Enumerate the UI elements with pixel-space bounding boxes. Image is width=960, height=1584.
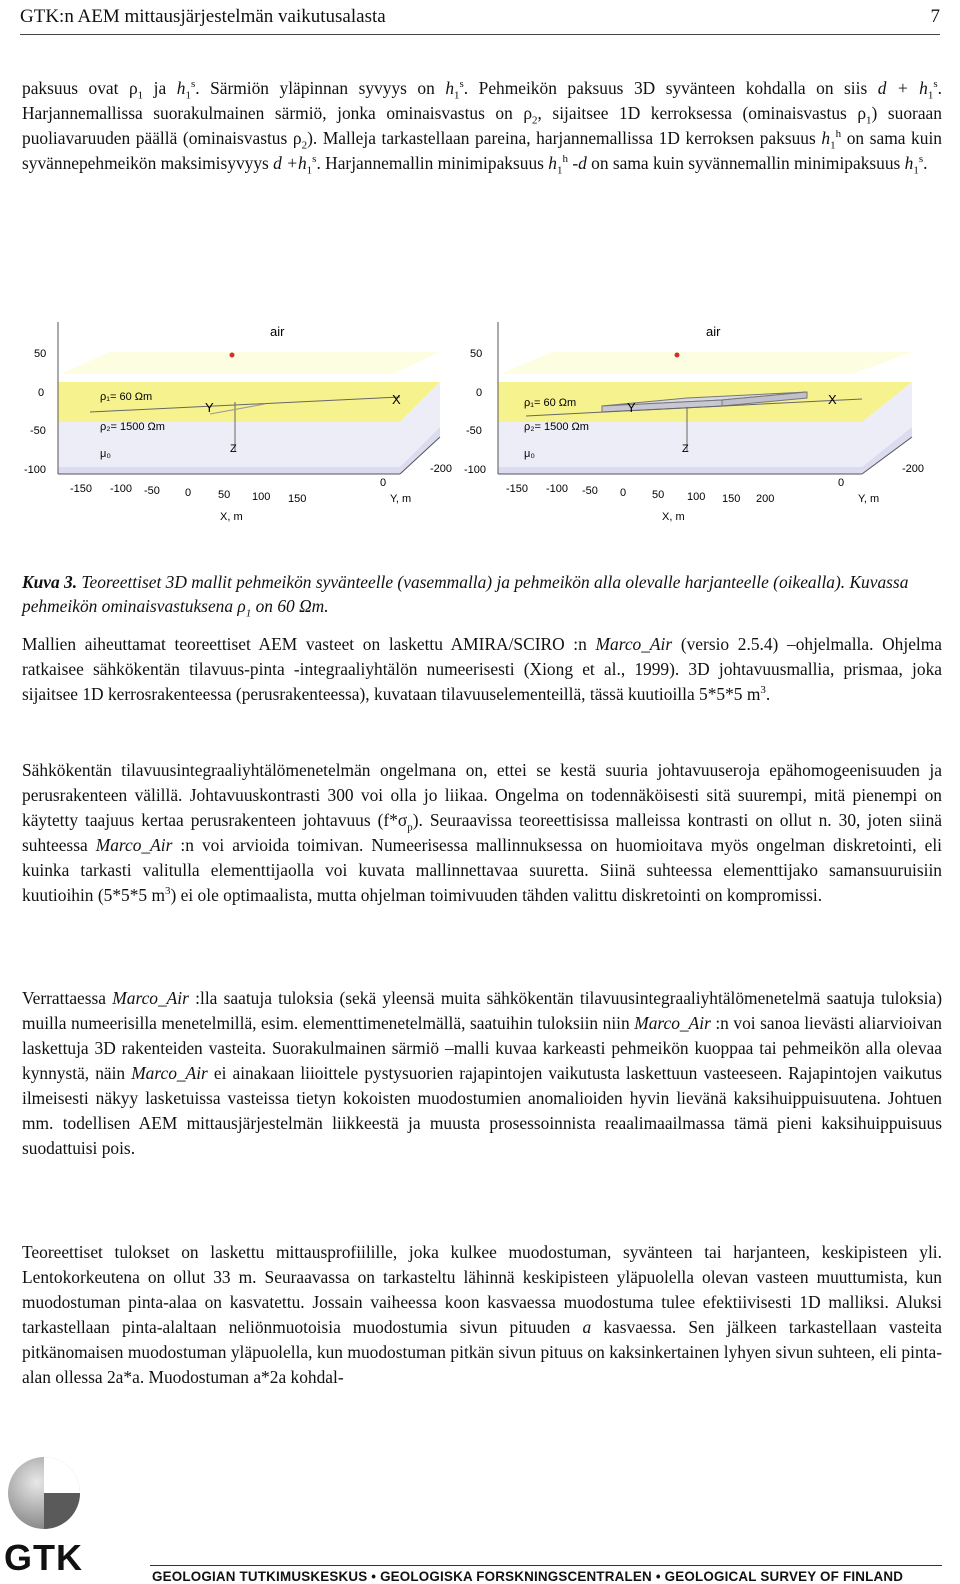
figure-ridge-model [462, 312, 932, 535]
svg-text:Y, m: Y, m [390, 493, 412, 505]
page-header [20, 0, 940, 35]
svg-text:ρ₂= 1500 Ωm: ρ₂= 1500 Ωm [524, 421, 589, 433]
svg-text:μ₀: μ₀ [524, 448, 535, 460]
rho2-label: ρ₂= 1500 Ωm [100, 421, 165, 433]
caption-label: Kuva 3. [22, 572, 78, 592]
svg-text:0: 0 [38, 387, 45, 399]
svg-text:-100: -100 [546, 483, 569, 495]
gtk-globe-icon [4, 1445, 84, 1537]
svg-text:-100: -100 [464, 464, 487, 476]
svg-text:-100: -100 [24, 464, 47, 476]
svg-text:ρ₁= 60 Ωm: ρ₁= 60 Ωm [524, 397, 577, 409]
svg-text:100: 100 [252, 491, 271, 503]
mu-label: μ₀ [100, 448, 111, 460]
svg-text:Z: Z [682, 443, 689, 455]
svg-text:X, m: X, m [662, 511, 685, 523]
gtk-logo-text: GTK [4, 1537, 83, 1578]
svg-text:Y: Y [205, 400, 214, 415]
transmitter-icon [675, 353, 680, 358]
svg-text:Z: Z [230, 443, 237, 455]
svg-text:X: X [392, 392, 401, 407]
svg-text:50: 50 [34, 348, 47, 360]
svg-text:0: 0 [476, 387, 483, 399]
svg-text:-100: -100 [110, 483, 133, 495]
svg-text:X, m: X, m [220, 511, 243, 523]
paragraph-model-description: paksuus ovat $\rho_1$ ja $h_1^s$. Särmiön yläpinnan syvyys on $h_1^s$. Pehmeikön paksuus 3D syvänteen kohdalla on siis $d + h_1^s$. Harjannemallissa suorakulmainen särmiö, jonka ominaisvastus on $\rho_2$, sijaitsee 1D kerroksessa (ominaisvastus $\rho_1$) suoraan puoliavaruuden päällä (ominaisvastus $\rho_2$). Malleja tarkastellaan pareina, harjannemallissa 1D kerroksen paksuus $h_1^h$ on sama kuin syvännepehmeikön maksimisyvyys $d +h_1^s$. Harjannemallin minimipaksuus $h_1^h$ -d on sama kuin syvännemallin minimipaksuus $h_1^s$. [22, 78, 942, 177]
rho1-label: ρ₁= 60 Ωm [100, 391, 153, 403]
svg-text:air: air [706, 324, 721, 339]
figure-caption: Kuva 3. Teoreettiset 3D mallit pehmeikön syvänteelle (vasemmalla) ja pehmeikön alla olevalle harjanteelle (oikealla). Kuvassa pehmeikön ominaisvastuksena $\rho_1$ on 60 Ωm. [22, 572, 909, 620]
transmitter-icon [230, 353, 235, 358]
svg-text:-200: -200 [430, 463, 453, 475]
svg-text:-50: -50 [144, 485, 160, 497]
footer-organization: GEOLOGIAN TUTKIMUSKESKUS • GEOLOGISKA FORSKNINGSCENTRALEN • GEOLOGICAL SURVEY OF FINLAND [152, 1569, 904, 1584]
page-number: 7 [930, 6, 940, 27]
svg-text:150: 150 [722, 493, 741, 505]
svg-text:Y, m: Y, m [858, 493, 880, 505]
paragraph-software: Mallien aiheuttamat teoreettiset AEM vasteet on laskettu AMIRA/SCIRO :n Marco_Air (versio 2.5.4) –ohjelmalla. Ohjelma ratkaisee sähkökentän tilavuus-pinta -integraaliyhtälön numeerisesti (Xiong et al., 1999). 3D johtavuusmallia, prismaa, joka sijaitsee 1D kerrosrakenteessa (perusrakenteessa), kuvataan tilavuuselementeillä, tässä kuutioilla 5*5*5 $m^3$. [22, 634, 942, 704]
page-footer [0, 1445, 960, 1583]
svg-text:50: 50 [218, 489, 231, 501]
svg-text:0: 0 [380, 477, 387, 489]
paragraph-results: Teoreettiset tulokset on laskettu mittausprofiilille, joka kulkee muodostuman, syvänteen tai harjanteen, keskipisteen yli. Lentokorkeutena on ollut 33 m. Seuraavassa on tarkasteltu lähinnä keskipisteen yläpuolella olevan vasteen muuttumista, kun muodostuman pinta-alaa on kasvatettu. Jossain vaiheessa koon kasvaessa muodostuma tulee efektiivisesti 1D malliksi. Aluksi tarkastellaan pinta-alaltaan neliönmuotoisia muodostumia sivun pituuden a kasvaessa. Sen jälkeen tarkastellaan vasteita pitkänomaisen muodostuman yläpuolella, kun muodostuman pitkän sivun pituus on kaksinkertainen lyhyen sivun suhteen, eli pinta-alan ollessa 2a*a. Muodostuman a*2a kohdal- [22, 1242, 943, 1387]
svg-text:0: 0 [185, 487, 192, 499]
svg-text:X: X [828, 392, 837, 407]
svg-text:150: 150 [288, 493, 307, 505]
svg-text:100: 100 [687, 491, 706, 503]
svg-text:-50: -50 [466, 425, 482, 437]
svg-text:Y: Y [627, 400, 636, 415]
svg-text:200: 200 [756, 493, 775, 505]
air-label: air [270, 324, 285, 339]
svg-text:-50: -50 [30, 425, 46, 437]
svg-text:-150: -150 [506, 483, 529, 495]
svg-text:-200: -200 [902, 463, 925, 475]
svg-text:-50: -50 [582, 485, 598, 497]
figure-trough-model [20, 312, 460, 535]
footer-rule [150, 1565, 942, 1566]
paragraph-method-limitations: Sähkökentän tilavuusintegraaliyhtälömenetelmän ongelmana on, ettei se kestä suuria johtavuuseroja epähomogeenisuuden ja perusrakenteen välillä. Johtavuuskontrasti 300 voi olla jo liikaa. Ongelma on todennäköisesti sitä suurempi, mitä pienempi on käytetty taajuus kertaa perusrakenteen johtavuus $(f*\sigma_p)$. Seuraavissa teoreettisissa malleissa kontrasti on ollut n. 30, joten siinä suhteessa Marco_Air :n voi arvioida toimivan. Numeerisessa mallinnuksessa on huomioitava myös ongelman diskretointi, eli kuinka tarkasti valitulla elementtijaolla voi kuvata mallinnettavaa suuretta. Siinä suhteessa elementtijako samansuuruisiin kuutioihin (5*5*5 $m^3$) ei ole optimaalista, mutta ohjelman toimivuuden tähden valittu diskretointi on kompromissi. [22, 760, 942, 905]
svg-text:0: 0 [838, 477, 845, 489]
svg-text:0: 0 [620, 487, 627, 499]
header-title: GTK:n AEM mittausjärjestelmän vaikutusalasta [20, 6, 386, 27]
svg-text:50: 50 [470, 348, 483, 360]
svg-text:50: 50 [652, 489, 665, 501]
svg-text:-150: -150 [70, 483, 93, 495]
paragraph-comparison: Verrattaessa Marco_Air :lla saatuja tuloksia (sekä yleensä muita sähkökentän tilavuusintegraaliyhtälömenetelmä saatuja tuloksia) muilla numeerisilla menetelmillä, esim. elementtimenetelmällä, saatuihin tuloksiin niin Marco_Air :n voi sanoa lievästi aliarvioivan laskettuja 3D rakenteiden vasteita. Suorakulmainen särmiö –malli kuvaa karkeasti pehmeikön kuoppaa tai pehmeikön alla olevaa kynnystä, näin Marco_Air ei ainakaan liioittele pystysuorien rajapintojen vaikutusta laskettuun vasteeseen. Rajapintojen vaikutus ilmeisesti näkyy lasketuissa vasteissa tietyn kokoisten muodostumien anomalioiden hyvin lievänä kaksihuippuisuutena. Johtuen mm. todellisen AEM mittausjärjestelmän liikkeestä ja muusta prosessoinnista reaalimaailmassa tämä pieni kaksihuippuisuus suodattuisi pois. [22, 988, 943, 1158]
